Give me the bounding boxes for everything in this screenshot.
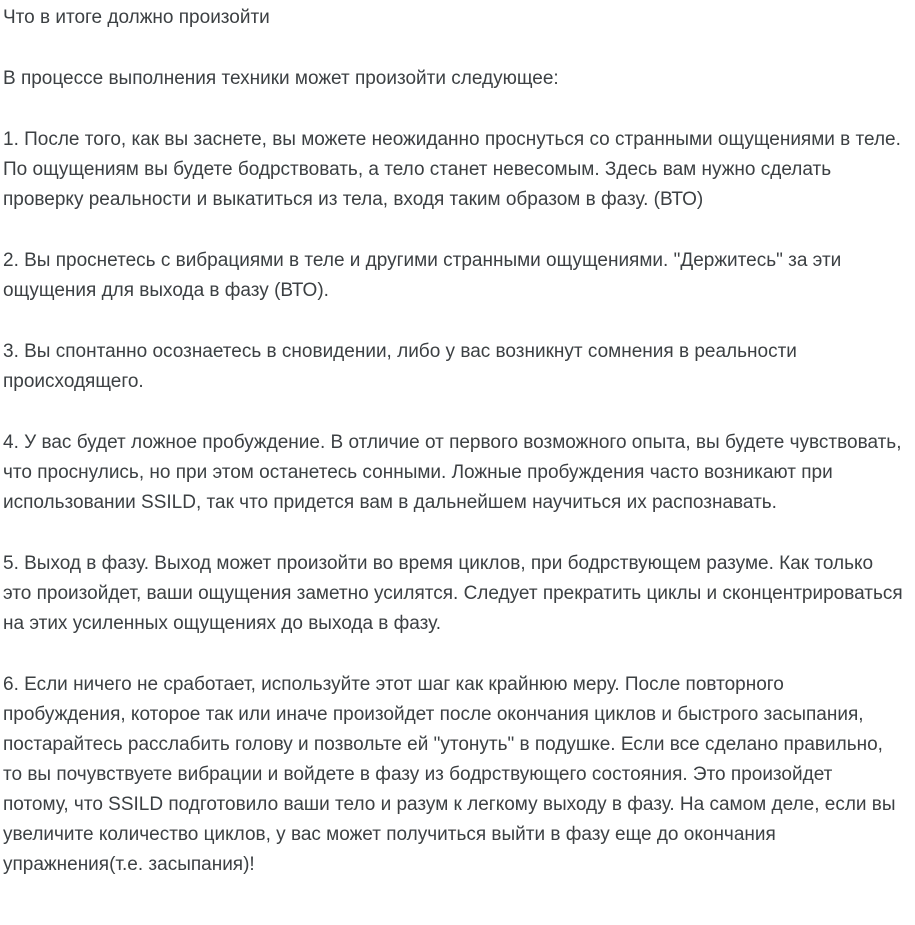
step-paragraph-6: 6. Если ничего не сработает, используйте этот шаг как крайнюю меру. После повторного пробуждения, которое так или иначе произойдет после окончания циклов и быстрого засыпания, постарайтесь расслабить голову и позвольте ей "утонуть" в подушке. Если все сделано правильно, то вы почувствуете вибрации и войдете в фазу из бодрствующего состояния. Это произойдет потому, что SSILD подготовило ваши тело и разум к легкому выходу в фазу. На самом деле, если вы увеличите количество циклов, у вас может получиться выйти в фазу еще до окончания упражнения(т.е. засыпания)! xyxy=(3,674,896,875)
intro-paragraph: В процессе выполнения техники может произойти следующее: xyxy=(3,68,559,89)
step-paragraph-1: 1. После того, как вы заснете, вы можете неожиданно проснуться со странными ощущениями в теле. По ощущениям вы будете бодрствовать, а тело станет невесомым. Здесь вам нужно сделать проверку реальности и выкатиться из тела, входя таким образом в фазу. (ВТО) xyxy=(3,129,901,210)
step-paragraph-5: 5. Выход в фазу. Выход может произойти во время циклов, при бодрствующем разуме. Как только это произойдет, ваши ощущения заметно усилятся. Следует прекратить циклы и сконцентрироваться на этих усиленных ощущениях до выхода в фазу. xyxy=(3,553,903,634)
step-paragraph-4: 4. У вас будет ложное пробуждение. В отличие от первого возможного опыта, вы будете чувствовать, что проснулись, но при этом останетесь сонными. Ложные пробуждения часто возникают при использовании SSILD, так что придется вам в дальнейшем научиться их распознавать. xyxy=(3,432,902,513)
page-title: Что в итоге должно произойти xyxy=(3,7,270,28)
step-paragraph-3: 3. Вы спонтанно осознаетесь в сновидении, либо у вас возникнут сомнения в реальности происходящего. xyxy=(3,341,797,392)
step-paragraph-2: 2. Вы проснетесь с вибрациями в теле и другими странными ощущениями. "Держитесь" за эти ощущения для выхода в фазу (ВТО). xyxy=(3,250,842,301)
